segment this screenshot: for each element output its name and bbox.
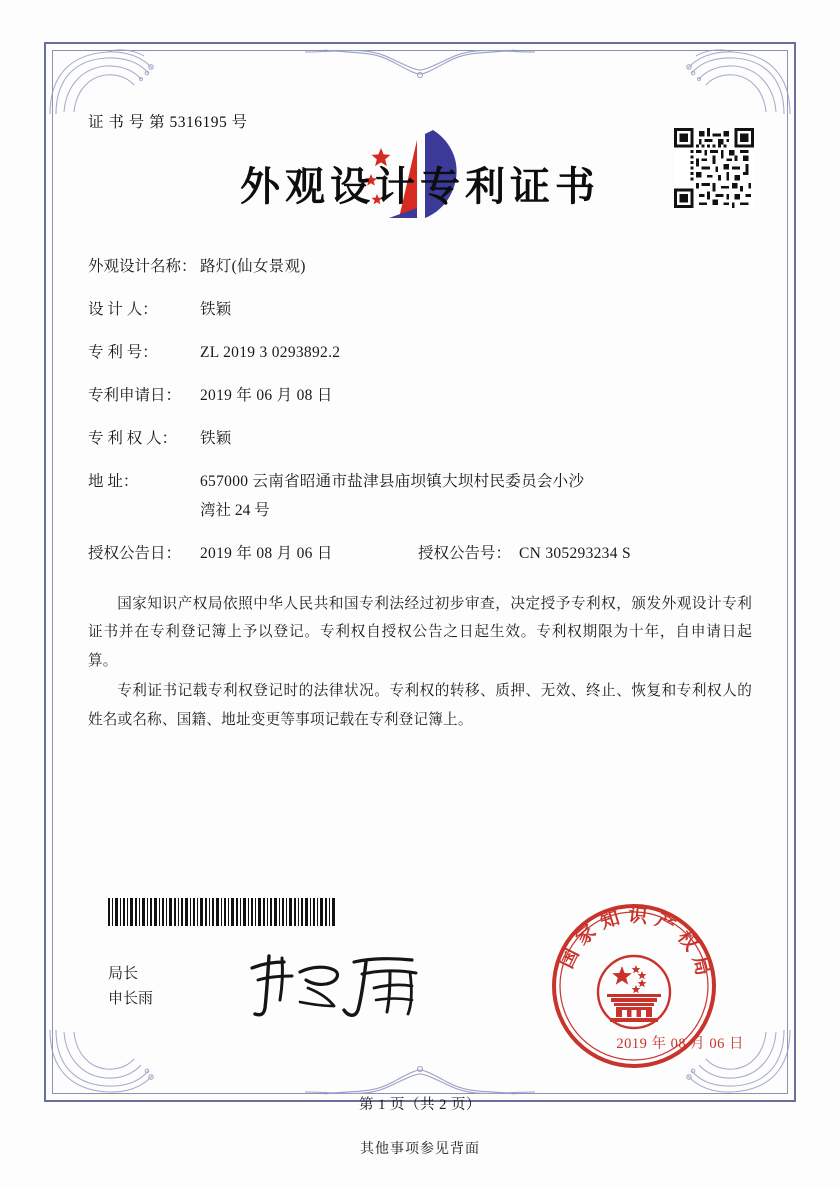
field-label: 地 址： bbox=[88, 473, 139, 491]
field-value: 2019 年 06 月 08 日 bbox=[200, 387, 333, 405]
field-application-date bbox=[88, 384, 752, 408]
barcode bbox=[108, 898, 336, 926]
fields-block bbox=[88, 255, 752, 576]
field-label: 专 利 号： bbox=[88, 344, 158, 362]
field-value: 铁颖 bbox=[200, 430, 232, 448]
legal-paragraph-2: 专利证书记载专利权登记时的法律状况。专利权的转移、质押、无效、终止、恢复和专利权人的姓名或名称、国籍、地址变更等事项记载在专利登记簿上。 bbox=[88, 683, 752, 728]
page-title: 外观设计专利证书 bbox=[240, 163, 600, 210]
corner-ornament-top-right bbox=[672, 46, 792, 116]
svg-text:国家知识产权局: 国家知识产权局 bbox=[555, 904, 716, 985]
field-designer bbox=[88, 298, 752, 322]
field-value: 路灯(仙女景观) bbox=[200, 258, 306, 275]
corner-ornament-bottom-left bbox=[48, 1028, 168, 1098]
footnote: 其他事项参见背面 bbox=[360, 1142, 480, 1157]
field-value: ZL 2019 3 0293892.2 bbox=[200, 344, 341, 362]
field-label: 外观设计名称： bbox=[88, 258, 197, 275]
director-title: 局长 bbox=[108, 966, 139, 982]
page-number: 第 1 页（共 2 页） bbox=[359, 1097, 481, 1113]
seal-date: 2019 年 08 月 06 日 bbox=[616, 1036, 744, 1052]
legal-text bbox=[88, 590, 752, 736]
director-block bbox=[108, 962, 153, 1012]
director-name: 申长雨 bbox=[108, 990, 154, 1007]
field-label: 专 利 权 人： bbox=[88, 430, 178, 448]
field-value: 657000 云南省昭通市盐津县庙坝镇大坝村民委员会小沙 bbox=[200, 473, 585, 491]
field-design-name bbox=[88, 255, 752, 279]
certificate-number: 证 书 号 第 5316195 号 bbox=[88, 114, 248, 131]
field-patent-number bbox=[88, 341, 752, 365]
handwritten-signature bbox=[242, 948, 432, 1020]
corner-ornament-top-left bbox=[48, 46, 168, 116]
field-grant-row bbox=[88, 542, 752, 566]
field-grant-number bbox=[418, 542, 631, 566]
field-value: CN 305293234 S bbox=[519, 545, 631, 563]
field-address bbox=[88, 470, 752, 494]
field-label: 设 计 人： bbox=[88, 301, 158, 319]
field-patentee bbox=[88, 427, 752, 451]
legal-paragraph-1: 国家知识产权局依照中华人民共和国专利法经过初步审查，决定授予专利权，颁发外观设计专利证书并在专利登记簿上予以登记。专利权自授权公告之日起生效。专利权期限为十年，自申请日起算。 bbox=[88, 596, 752, 669]
field-value: 铁颖 bbox=[200, 301, 232, 319]
field-value: 2019 年 08 月 06 日 bbox=[200, 545, 333, 563]
field-label: 专利申请日： bbox=[88, 387, 182, 405]
address-line-2: 湾社 24 号 bbox=[200, 502, 270, 520]
field-grant-date bbox=[88, 542, 418, 566]
top-center-ornament bbox=[305, 44, 535, 94]
field-label: 授权公告日： bbox=[88, 545, 182, 563]
field-label: 授权公告号： bbox=[418, 545, 512, 563]
